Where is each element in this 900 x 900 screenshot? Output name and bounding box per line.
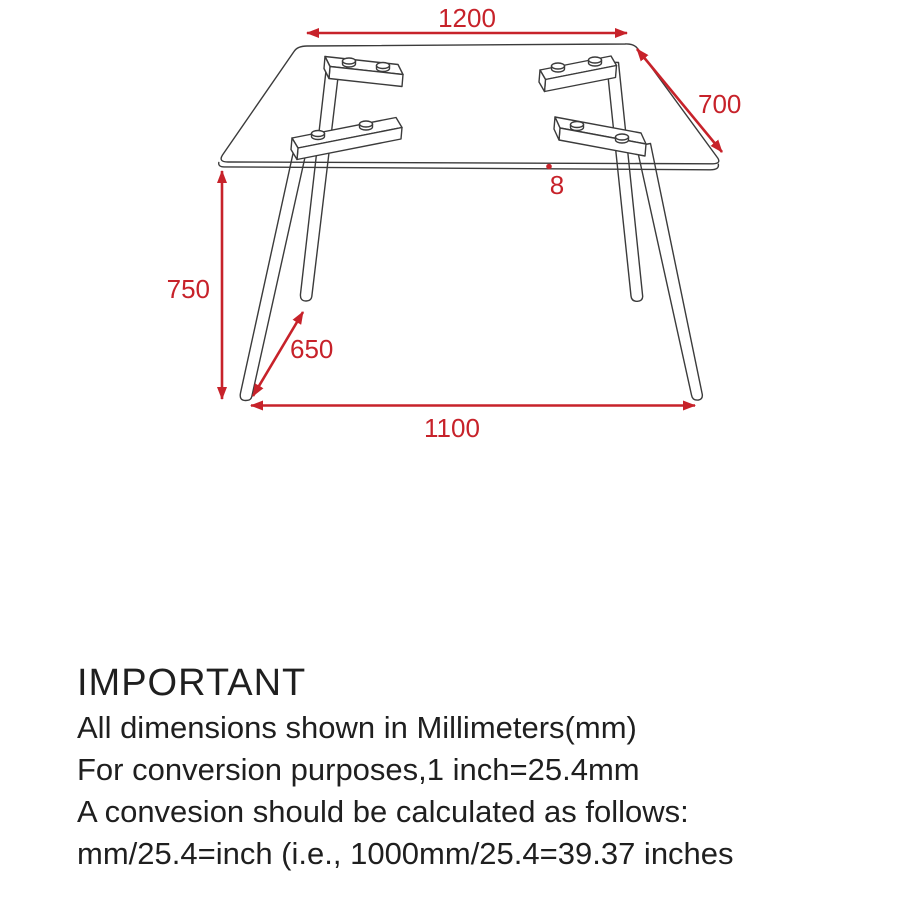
bracket-rear-right <box>539 56 617 92</box>
dimension-glass-thickness-value: 8 <box>549 170 565 200</box>
dimension-side-depth-value: 700 <box>698 89 742 119</box>
screw-icon <box>616 134 629 140</box>
screw-icon <box>552 63 565 69</box>
table-leg-rear-right <box>607 62 643 301</box>
screw-icon <box>360 121 373 127</box>
screw-icon <box>377 63 390 69</box>
screw-icon <box>312 131 325 137</box>
notes-heading: IMPORTANT <box>77 662 307 704</box>
dimension-height <box>167 171 222 399</box>
note-line: mm/25.4=inch (i.e., 1000mm/25.4=39.37 inches <box>77 836 734 871</box>
notes-block <box>77 659 867 875</box>
dimension-base-width-value: 1100 <box>424 413 480 443</box>
table-leg-rear-left <box>300 67 339 302</box>
screw-icon <box>343 58 356 64</box>
dimension-glass-thickness <box>546 164 564 200</box>
dimension-side-depth <box>637 49 741 152</box>
dimension-top-width-value: 1200 <box>438 3 496 33</box>
note-line: For conversion purposes,1 inch=25.4mm <box>77 752 640 787</box>
dimension-leg-diagonal-value: 650 <box>290 334 334 364</box>
note-line: A convesion should be calculated as follows: <box>77 794 689 829</box>
screw-icon <box>571 122 584 128</box>
dimension-height-value: 750 <box>166 274 210 304</box>
dimension-top-width <box>307 3 627 33</box>
dimension-base-width <box>251 406 695 444</box>
note-line: All dimensions shown in Millimeters(mm) <box>77 710 637 745</box>
bracket-front-right <box>554 117 646 156</box>
bracket-front-left <box>291 118 402 160</box>
screw-icon <box>589 57 602 63</box>
table-leg-front-right <box>637 144 703 401</box>
